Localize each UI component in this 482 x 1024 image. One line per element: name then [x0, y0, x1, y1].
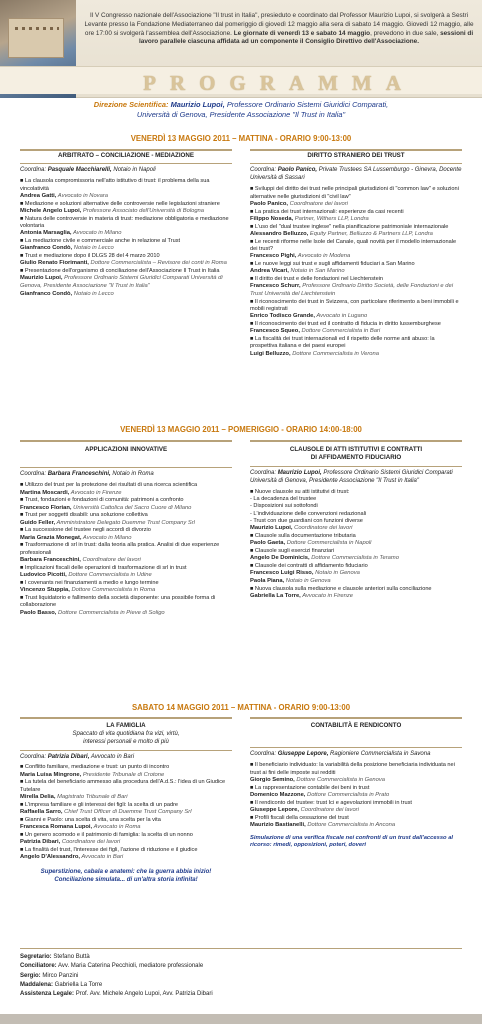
speaker: Francesco Luigi Risso, Notaio in Genova [250, 570, 360, 577]
talk-topic: ■ Utilizzo del trust per la protezione dei risultati di una ricerca scientifica [20, 482, 198, 489]
speaker: Martina Moscardi, Avvocato in Firenze [20, 489, 122, 496]
intro-text: Il V Congresso nazionale dell'Associazione "Il trust in Italia", presieduto e coordinato dal Professor Maurizio Lupoi, si svolgerà a Sestri Levante presso la Fondazione Mediaterraneo dal pomeriggio di giovedì 12 maggio alla sera di sabato 14 maggio. Giovedì 12 maggio, alle ore 17:00 si svolgerà l'assemblea dell'Associazione. Le giornate di venerdì 13 e sabato 14 maggio, prevedono in due sale, sessioni di lavoro parallele ciascuna affidata ad un componente il Consiglio Direttivo dell'Associazione. [84, 12, 474, 46]
talk-topic: ■ Il diritto dei trust e delle fondazioni nel Liechtenstein [250, 276, 384, 282]
divider [250, 747, 462, 748]
talk-topic: ■ Il rendiconto del trustee: trust Ici e agevolazioni immobili in trust [250, 799, 412, 806]
talk-topic: ■ L'uso del "dual trustee inglese" nella pianificazione patrimoniale internazionale [250, 223, 449, 230]
session-heading-1: VENERDÌ 13 MAGGIO 2011 – MATTINA - ORARIO 9:00-13:00 [130, 134, 352, 143]
talk-topic: ■ Nuove clausole su atti istitutivi di trust: [250, 488, 350, 495]
track-title: CLAUSOLE DI ATTI ISTITUTIVI E CONTRATTI [289, 446, 423, 453]
coordinator: Coordina: Paolo Panico, Private Trustees SA Lussemburgo - Ginevra, Docente Università di Sassari [250, 167, 462, 182]
talk-topic: ■ La mediazione civile e commerciale anche in relazione al Trust [20, 238, 181, 245]
speaker: Luigi Belluzzo, Dottore Commercialista in Verona [250, 350, 379, 357]
role-row: Maddalena: Gabriella La Torre [20, 981, 103, 988]
track-title: CONTABILITÀ E RENDICONTO [310, 722, 402, 729]
simulation-note: Conciliazione simulata... di un'altra storia infinita! [54, 875, 198, 883]
speaker: Giuseppe Lepore, Coordinatore dei lavori [250, 807, 359, 814]
role-row: Conciliatore: Avv. Maria Caterina Pecchioli, mediatore professionale [20, 963, 204, 970]
talk-topic: ■ Trust e mediazione dopo il DLGS 28 del 4 marzo 2010 [20, 253, 160, 260]
talk-topic: ■ La tutela del beneficiario ammesso alla procedura dell'A.d.S.: l'idea di un Giudice Tutelare [20, 779, 226, 793]
speaker: Maurizio Lupoi, Coordinatore dei lavori [250, 525, 353, 532]
speaker: Ludovico Picotti, Dottore Commercialista in Udine [20, 572, 152, 579]
session3-right-column [250, 722, 462, 850]
simulation-note: Simulazione di una verifica fiscale nei confronti di un trust dall'accesso al ricorso: rimedi, opposizioni, poteri, doveri [250, 834, 454, 849]
list-item: - Disposizioni sui sottofondi [250, 503, 318, 510]
track-subtitle: interessi personali e molto di più [83, 739, 169, 746]
coordinator: Coordina: Giuseppe Lepore, Ragioniere Commercialista in Savona [250, 751, 431, 758]
talk-topic: ■ Il riconoscimento dei trust ed il contratto di fiducia in diritto lussemburghese [250, 321, 441, 328]
talk-topic: ■ Mediazione e soluzioni alternative delle controversie nelle legislazioni straniere [20, 200, 220, 207]
track-title: DIRITTO STRANIERO DEI TRUST [307, 152, 405, 159]
speaker: Paola Piana, Notaio in Genova [250, 578, 331, 585]
coordinator: Coordina: Pasquale Macchiarelli, Notaio in Napoli [20, 167, 156, 174]
session2-left-column [20, 446, 232, 617]
talk-topic: ■ Il riconoscimento dei trust in Svizzera, con particolare riferimento a beni immobili e mobili registrati [250, 298, 459, 313]
speaker: Paolo Panico, Coordinatore dei lavori [250, 200, 348, 207]
coordinator: Coordina: Maurizio Lupoi, Professore Ordinario Sistemi Giuridici Comparati Università di Genova, Presidente Associazione "Il Trust in Italia" [250, 469, 453, 484]
speaker: Giorgio Semino, Dottore Commercialista in Genova [250, 777, 385, 784]
talk-topic: ■ La pratica dei trust internazionali: esperienze da casi recenti [250, 208, 404, 215]
session1-left-column [20, 152, 232, 298]
talk-topic: ■ Trasformazione di srl in trust: dalla teoria alla pratica. Analisi di due esperienze professionali [20, 542, 220, 556]
session3-left-column [20, 722, 232, 884]
divider [250, 440, 462, 442]
list-item: - La decadenza del trustee [250, 495, 317, 502]
talk-topic: ■ Trust liquidatorio e fallimento della società disponente: una possibile forma di collaborazione [20, 594, 216, 609]
talk-topic: ■ La fiscalità dei trust internazionali ed il rispetto delle norme anti abuso: la prospettiva italiana e dei paesi europei [250, 336, 435, 350]
talk-topic: ■ La clausola compromissoria nell'atto istitutivo di trust: il problema della sua vincolatività [20, 178, 210, 192]
session-heading-2: VENERDÌ 13 MAGGIO 2011 – POMERIGGIO - ORARIO 14:00-18:00 [120, 425, 362, 434]
speaker: Paolo Basso, Dottore Commercialista in Pieve di Soligo [20, 609, 165, 616]
speaker: Antonia Marsaglia, Avvocato in Milano [20, 230, 122, 237]
speaker: Andrea Gatti, Avvocato in Novara [20, 193, 108, 200]
divider [20, 750, 232, 751]
speaker: Francesco Pighi, Avvocato in Modena [250, 253, 351, 260]
speaker: Gabriella La Torre, Avvocato in Firenze [250, 593, 353, 600]
track-title: APPLICAZIONI INNOVATIVE [84, 446, 168, 453]
speaker: Filippo Noseda, Partner, Withers LLP, Londra [250, 215, 369, 222]
talk-list [20, 178, 232, 298]
talk-topic: ■ Presentazione dell'organismo di conciliazione dell'Associazione Il Trust in Italia [20, 268, 220, 275]
divider [250, 163, 462, 164]
speaker: Patrizia Dibari, Coordinatore dei lavori [20, 839, 121, 846]
divider [20, 163, 232, 164]
program-title: PROGRAMMA [143, 71, 415, 95]
list-item: - Trust con due guardiani con funzioni diverse [250, 518, 363, 525]
speaker: Gianfranco Condò, Notaio in Lecco [20, 245, 114, 252]
talk-topic: ■ Natura delle controversie in materia di trust: mediazione obbligatoria e mediazione volontaria [20, 215, 229, 230]
talk-topic: ■ Clausole sugli esercizi finanziari [250, 548, 335, 555]
track-subtitle: Spaccato di vita quotidiana fra vizi, virtù, [72, 731, 180, 738]
divider [250, 717, 462, 719]
list-item: - L'individuazione delle convenzioni redazionali [250, 510, 367, 517]
track-title: LA FAMIGLIA [106, 722, 146, 729]
speaker: Andrea Vicari, Notaio in San Marino [250, 268, 345, 275]
role-row: Assistenza Legale: Prof. Avv. Michele Angelo Lupoi, Avv. Patrizia Dibari [20, 991, 213, 998]
talk-topic: ■ La successione del trustee negli accordi di divorzio [20, 527, 151, 534]
talk-topic: ■ Trust, fondazioni e fondazioni di comunità: patrimoni a confronto [20, 497, 184, 504]
role-row: Sergio: Mirco Panzini [20, 972, 79, 979]
speaker: Raffaella Sarro, Chief Trust Officer di Duemme Trust Company Srl [20, 809, 192, 816]
speaker: Michele Angelo Lupoi, Professore Associato dell'Università di Bologna [20, 208, 205, 215]
divider [20, 149, 232, 151]
divider [20, 948, 462, 949]
speaker: Alessandro Belluzzo, Equity Partner, Belluzzo & Partners LLP, Londra [250, 230, 433, 237]
speaker: Angelo De Dominicis, Dottore Commercialista in Teramo [250, 555, 399, 562]
speaker: Barbara Franceschini, Coordinatore dei lavori [20, 557, 141, 564]
speaker: Enrico Todisco Grande, Avvocato in Lugano [250, 313, 368, 320]
speaker: Francesco Schurr, Professore Ordinario Diritto Società, delle Fondazioni e dei Trust Università del Liechtenstein [250, 283, 453, 298]
track-title: ARBITRATO – CONCILIAZIONE - MEDIAZIONE [58, 152, 194, 159]
speaker: Paolo Gaeta, Dottore Commercialista in Napoli [250, 540, 372, 547]
coordinator: Coordina: Patrizia Dibari, Avvocato in Bari [20, 753, 135, 760]
session1-right-column [250, 152, 462, 358]
speaker: Mirella Delia, Magistrato Tribunale di Bari [20, 794, 128, 801]
role-row: Segretario: Stefano Buttà [20, 954, 90, 960]
talk-list [250, 762, 462, 829]
talk-topic: ■ Nuova clausola sulla mediazione e clausole anteriori sulla conciliazione [250, 585, 432, 592]
session2-right-column [250, 446, 462, 601]
speaker: Vincenzo Stuppia, Dottore Commercialista in Roma [20, 587, 156, 594]
speaker: Francesco Florian, Università Cattolica del Sacro Cuore di Milano [20, 504, 192, 511]
talk-topic: ■ Le recenti riforme nelle Isole del Canale, quali novità per il modello internazionale dei trust? [250, 238, 457, 252]
divider [20, 717, 232, 719]
speaker: Maria Grazia Monegat, Avvocato in Milano [20, 534, 132, 541]
speaker: Maurizio Bastianelli, Dottore Commercialista in Ancona [250, 822, 396, 829]
talk-topic: ■ Profili fiscali della cessazione del trust [250, 814, 349, 821]
roles-list [20, 953, 462, 999]
talk-list [20, 764, 232, 861]
talk-topic: ■ Clausole sulla documentazione tributaria [250, 533, 356, 540]
divider [250, 466, 462, 467]
speaker: Francesco Squeo, Dottore Commercialista in Bari [250, 328, 381, 335]
talk-list [250, 489, 462, 601]
scientific-direction: Direzione Scientifica: Maurizio Lupoi, Professore Ordinario Sistemi Giuridici Comparati, Università di Genova, Presidente Associazione "Il Trust in Italia" [93, 100, 389, 119]
speaker: Angelo D'Alessandro, Avvocato in Bari [20, 854, 124, 861]
talk-topic: ■ Sviluppi del diritto dei trust nelle principali giurisdizioni di "common law" e soluzioni alternative nelle giurisdizioni di "civil law" [250, 186, 459, 200]
talk-topic: ■ Clausole dei contratti di affidamento fiduciario [250, 563, 368, 570]
talk-topic: ■ Un genero scomodo e il patrimonio di famiglia: la scelta di un nonno [20, 831, 193, 838]
track-title-line-2: DI AFFIDAMENTO FIDUCIARIO [310, 454, 402, 462]
speaker: Giulio Renato Fiorimanti, Dottore Commercialista – Revisore dei conti in Roma [20, 260, 227, 267]
speaker: Guido Feller, Amministratore Delegato Duemme Trust Company Srl [20, 519, 195, 526]
speaker: Gianfranco Condò, Notaio in Lecco [20, 290, 114, 297]
talk-list [20, 482, 232, 617]
session-heading-3: SABATO 14 MAGGIO 2011 – MATTINA - ORARIO 9:00-13:00 [131, 703, 351, 712]
talk-topic: ■ La rappresentazione contabile dei beni in trust [250, 784, 370, 791]
talk-list [250, 186, 462, 358]
coordinator: Coordina: Barbara Franceschini, Notaio in Roma [20, 471, 154, 478]
speaker: Maurizio Lupoi, Professore Ordinario Sistemi Giuridici Comparati Università di Genova, Presidente Associazione "Il Trust in Italia" [20, 275, 223, 290]
talk-topic: ■ Le nuove leggi sui trust e sugli affidamenti fiduciari a San Marino [250, 260, 415, 267]
talk-topic: ■ La finalità del trust, l'interesse dei figli, l'azione di riduzione e il giudice [20, 846, 198, 853]
talk-topic: ■ I covenants nei finanziamenti a medio e lungo termine [20, 579, 159, 586]
simulation-note: Superstizione, cabala e anatemi: che la guerra abbia inizio! [40, 867, 212, 875]
divider [250, 149, 462, 151]
talk-topic: ■ L'impresa familiare e gli interessi dei figli: la scelta di un padre [20, 801, 179, 808]
speaker: Francesca Romana Lupoi, Avvocato in Roma [20, 824, 141, 831]
talk-topic: ■ Implicazioni fiscali delle operazioni di trasformazione di srl in trust [20, 564, 187, 571]
talk-topic: ■ Trust per soggetti disabili: una soluzione collettiva [20, 512, 148, 519]
divider [20, 440, 232, 442]
talk-topic: ■ Gianni e Paolo: una scelta di vita, una scelta per la vita [20, 816, 161, 823]
speaker: Maria Luisa Mingrone, Presidente Tribunale di Crotone [20, 771, 165, 778]
speaker: Domenico Mazzone, Dottore Commercialista in Prato [250, 792, 390, 799]
divider [20, 467, 232, 468]
talk-topic: ■ Conflitto familiare, mediazione e trust: un punto di incontro [20, 764, 170, 771]
talk-topic: ■ Il beneficiario individuato: la variabilità della posizione beneficiaria individuata nei trust ai fini delle imposte sui redditi [250, 762, 455, 776]
footer-band [0, 1014, 482, 1024]
